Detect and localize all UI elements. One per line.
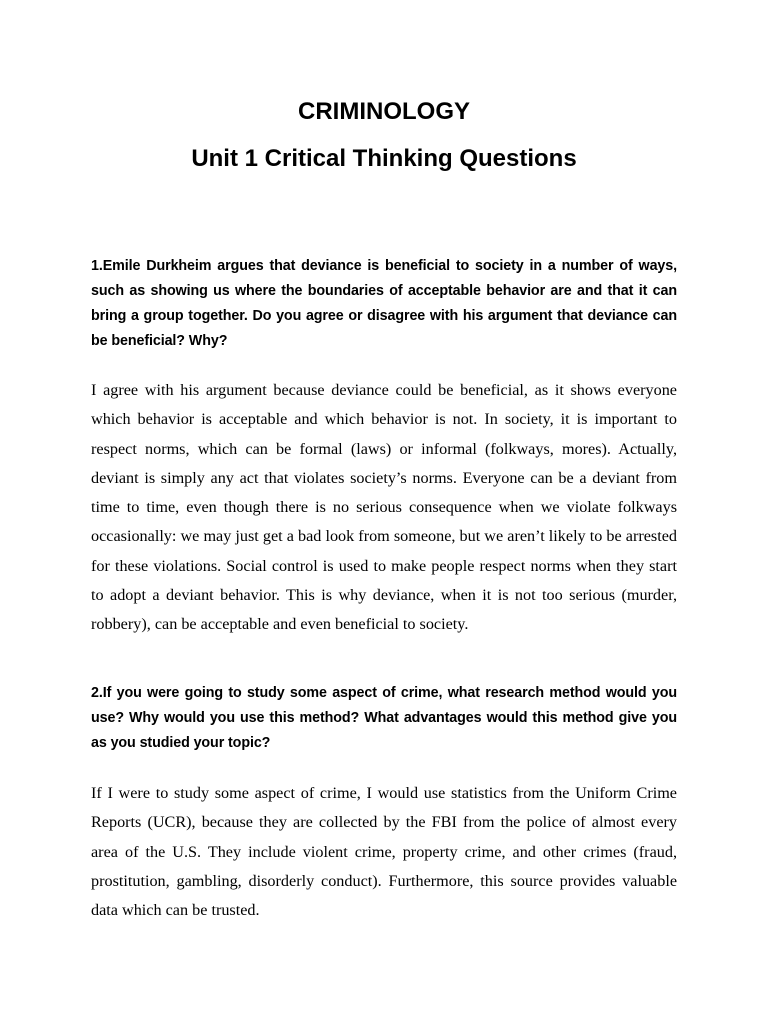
answer-1: I agree with his argument because deviance could be beneficial, as it shows everyone which behavior is acceptable and which behavior is not. In society, it is important to respect norms, which can be formal (laws) or informal (folkways, mores). Actually, deviant is simply any act that violates society’s norms. Everyone can be a deviant from time to time, even though there is no serious consequence when we violate folkways occasionally: we may just get a bad look from someone, but we aren’t likely to be arrested for these violations. Social control is used to make people respect norms when they start to adopt a deviant behavior. This is why deviance, when it is not too serious (murder, robbery), can be acceptable and even beneficial to society. [91, 381, 677, 634]
answer-2: If I were to study some aspect of crime, I would use statistics from the Uniform Crime Reports (UCR), because they are collected by the FBI from the police of almost every area of the U.S. They include violent crime, property crime, and other crimes (fraud, prostitution, gambling, disorderly conduct). Furthermore, this source provides valuable data which can be trusted. [91, 784, 677, 920]
question-2: 2.If you were going to study some aspect of crime, what research method would you use? Why would you use this method? What advantages would this method give you as you studied your topic? [91, 685, 677, 751]
document-subtitle: Unit 1 Critical Thinking Questions [191, 145, 577, 172]
document-title: CRIMINOLOGY [298, 98, 470, 125]
question-1: 1.Emile Durkheim argues that deviance is beneficial to society in a number of ways, such as showing us where the boundaries of acceptable behavior are and that it can bring a group together. Do you agree or disagree with his argument that deviance can be beneficial? Why? [91, 258, 677, 349]
